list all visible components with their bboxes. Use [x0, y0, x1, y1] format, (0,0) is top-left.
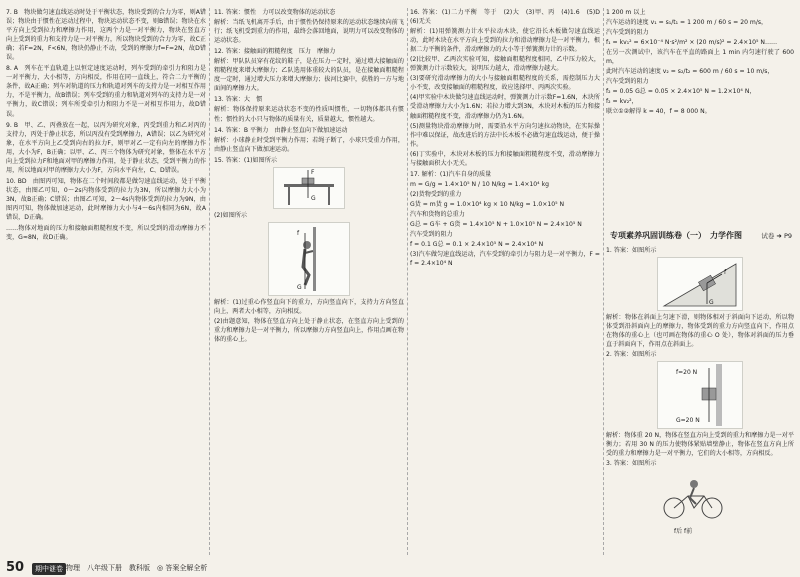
- incline-diagram: [658, 258, 742, 310]
- pole-climber-diagram: [269, 223, 349, 295]
- col4-line: 汽车受到的阻力: [606, 78, 649, 86]
- column-divider: [603, 8, 604, 555]
- explanation-12: 解析：甲队队员穿有花纹的鞋子，是在压力一定时，通过增大接触面的粗糙程度来增大摩擦力；乙队选用体重较大的队员，是在接触面粗糙程度一定时，通过增大压力来增大摩擦力；拔河比赛中，获胜的一方与地面间的摩擦力大。: [214, 58, 404, 93]
- answer-s2: 2. 答案：如图所示: [606, 351, 657, 359]
- answer-10: 10. BD 由图丙可知，物体在二个时间段都是做匀速直线运动，处于平衡状态，由图乙可知，0～2s内物体受到的拉力为3N，所以摩擦力大小为3N，故B正确；C错误；由图乙可知，2～4s内物体受到的拉力为9N，由图丙可知，物体做加速运动，此时摩擦力大小与4～6s内相同为6N，故A错误，D正确。: [6, 177, 206, 222]
- page-footer: [0, 559, 800, 577]
- figure-s2: [657, 361, 743, 429]
- answer-7: 7. B 物块做匀速直线运动时处于平衡状态，物块受到的合力为零，则A错误；物块由于惯性在运动过程中，物块运动状态不变，则B错误；物块在水平方向上受到拉力和摩擦力作用，这两个力是一对平衡力，物块在竖直方向上受到的重力和支持力是一对平衡力，所以物块受到的合力为零，故C正确；若F=2N，F<6N，物块仍静止不动，受到的摩擦力f=F=2N，故D错误。: [6, 9, 206, 62]
- bicycle-icon: [660, 478, 730, 522]
- answer-8: 8. A 列车在平直轨道上以恒定速度运动时，列车受到的牵引力和阻力是一对平衡力，大小相等，方向相反，作用在同一直线上，符合二力平衡的条件，故A正确；列车对轨道的压力和轨道对列车的支持力是一对相互作用力，不是平衡力，故B错误；列车受到的重力和轨道对列车的支持力是一对平衡力，故C错误；列车所受牵引力和阻力不是一对相互作用力，故D错误。: [6, 65, 206, 118]
- explanation-16-5: (5)测量物块滑动摩擦力时，需要沿水平方向匀速拉动物块，在实际操作中难以保证，故改进后的方法中长木板不必做匀速直线运动，便于操作。: [410, 122, 600, 148]
- answer-15: 15. 答案：(1)如图所示: [214, 156, 277, 164]
- step-3: (3)汽车做匀速直线运动，汽车受到的牵引力与阻力是一对平衡力，F = f = 2.4×10⁴ N: [410, 251, 600, 268]
- answer-16: 16. 答案：(1)二力平衡 等于 (2)大 (3)甲、丙 (4)1.6 (5)D (6)无关: [410, 9, 607, 26]
- answer-11: 11. 答案：惯性 力可以改变物体的运动状态: [214, 9, 336, 16]
- section-header: [606, 228, 794, 242]
- series-tag: 期中谜卷: [32, 563, 66, 575]
- answer-13: 13. 答案：大 惯: [214, 96, 263, 104]
- column-4: [606, 8, 794, 118]
- column-3: [410, 8, 607, 269]
- table-force-diagram: [274, 168, 344, 208]
- answer-10-cont: ……物体对地面的压力和接触面粗糙程度不变，所以受到的滑动摩擦力不变，G≈8N，故D正确。: [6, 225, 206, 242]
- formula-resistance: f = 0.1 G总 = 0.1 × 2.4×10⁵ N = 2.4×10⁴ N: [410, 241, 544, 249]
- col4-line: f₂ = 0.05 G总 = 0.05 × 2.4×10⁵ N = 1.2×10⁴ N，: [606, 88, 756, 96]
- col4-line: 汽车受到的阻力: [606, 29, 649, 37]
- footer-subtitle: 物理 八年级下册 教科版 ◎ 答案全解全析: [66, 564, 208, 572]
- column-divider: [209, 8, 210, 555]
- figure-15-2: [268, 222, 350, 296]
- answer-15-2: (2)如图所示: [214, 211, 248, 219]
- bicycle-friction-label: f后 f前: [674, 528, 693, 535]
- bicycle-figure: [660, 478, 730, 535]
- wall-block-diagram: [658, 362, 742, 428]
- step-resistance: 汽车受到的阻力: [410, 231, 453, 239]
- explanation-16-1: 解析：(1)用弹簧测力计水平拉动木块，使它沿长木板做匀速直线运动，此时木块在水平方向上受到的拉力和滑动摩擦力是一对平衡力，根据二力平衡的条件，滑动摩擦力的大小等于弹簧测力计的示数。: [410, 28, 600, 54]
- formula-cargo-weight: G货 = m货 g = 1.0×10⁴ kg × 10 N/kg = 1.0×10⁵ N: [410, 200, 565, 208]
- figure-label: G: [709, 299, 714, 307]
- section-title: 专项素养巩固训练卷（一） 力学作图: [610, 231, 742, 240]
- column-divider: [407, 8, 408, 555]
- figure-label: f: [297, 229, 300, 237]
- column-4-lower: [606, 246, 794, 469]
- explanation-16-4: (4)甲实验中木块做匀速直线运动时，弹簧测力计示数F=1.6N，木块所受滑动摩擦力大小为1.6N；若拉力增大到3N，木块对木板的压力和接触面粗糙程度不变，滑动摩擦力仍为1.6N。: [410, 94, 600, 120]
- col4-line: f₂ = kv₂²，: [606, 98, 638, 106]
- answer-17: 17. 解析：(1)汽车自身的质量: [410, 170, 492, 178]
- step-2: (2)货物受到的重力: [410, 190, 462, 198]
- figure-label: G: [297, 283, 302, 291]
- col4-line: 此时汽车运动的速度 v₂ = s₂/t₂ = 600 m / 60 s = 10 m/s，: [606, 68, 774, 76]
- formula-total-weight: G总 = G车 + G货 = 1.4×10⁵ N + 1.0×10⁵ N = 2.4×10⁵ N: [410, 221, 582, 229]
- figure-s1: [657, 257, 743, 311]
- page-number: 50: [6, 560, 25, 575]
- explanation-16-2: (2)比较甲、乙两次实验可知，接触面粗糙程度相同，乙中压力较大，弹簧测力计示数较大，说明压力越大，滑动摩擦力越大。: [410, 56, 600, 73]
- answer-9: 9. B 甲、乙、丙叠放在一起，以丙为研究对象，丙受到重力和乙对丙的支持力，丙处于静止状态，所以丙没有受到摩擦力，A错误；以乙为研究对象，在水平方向上乙受到向右的拉力F，则甲对乙一定有向左的摩擦力作用，大小为F，B正确；以甲、乙、丙三个物体为研究对象，整体在水平方向上受到拉力F和地面对甲的摩擦力作用，处于静止状态，受到平衡力的作用，所以地面对甲的摩擦力大小为F，方向水平向左，C、D错误。: [6, 121, 206, 174]
- figure-label: F: [311, 168, 315, 176]
- figure-label: f=20 N: [676, 369, 698, 377]
- formula-mass: m = G/g = 1.4×10⁵ N / 10 N/kg = 1.4×10⁴ kg: [410, 180, 549, 188]
- explanation-15-1: 解析：(1)过重心作竖直向下的重力，方向竖直向下，支持力方向竖直向上，两者大小相等，方向相反。: [214, 298, 404, 315]
- col4-line: 联立①②解得 k = 40，f = 8 000 N。: [606, 108, 711, 116]
- column-1: [6, 8, 206, 244]
- explanation-13: 解析：物体保持原来运动状态不变的性质叫惯性，一切物体都具有惯性；惯性的大小只与物体的质量有关，质量越大，惯性越大。: [214, 106, 404, 123]
- explanation-11: 解析：当纸飞机离开手后，由于惯性仍保持原来的运动状态继续向前飞行；纸飞机受到重力的作用，最终会落回地面，说明力可以改变物体的运动状态。: [214, 19, 404, 45]
- answer-s3: 3. 答案：如图所示: [606, 460, 657, 468]
- answer-s1: 1. 答案：如图所示: [606, 247, 657, 254]
- figure-label: f: [724, 269, 727, 277]
- col4-line: f₁ = kv₁² = 6×10⁻⁴ N·s²/m² × (20 m/s)² = 2.4×10⁵ N……: [606, 39, 778, 47]
- col4-line: 1 200 m 以上: [606, 9, 646, 16]
- explanation-s2: 解析：物体重 20 N，物体在竖直方向上受到的重力和摩擦力是一对平衡力；若用 30 N 的压力使物体紧贴墙壁静止，物体在竖直方向上所受的重力和摩擦力是一对平衡力，它们的大小相等，方向相反。: [606, 432, 794, 458]
- section-page-ref: 试卷 ➜ P9: [761, 232, 792, 240]
- answer-14: 14. 答案：B 平衡力 由静止竖直向下做加速运动: [214, 126, 348, 134]
- column-2: [214, 8, 404, 345]
- figure-label: G=20 N: [676, 417, 700, 425]
- figure-15-1: [273, 167, 345, 209]
- col4-line: 汽车运动的速度 v₁ = s₁/t₁ = 1 200 m / 60 s = 20 m/s，: [606, 19, 768, 27]
- explanation-15-2: (2)由题意知，物体在竖直方向上处于静止状态，在竖直方向上受到的重力和摩擦力是一对平衡力，所以摩擦力方向竖直向上，作用点画在物体的重心上。: [214, 317, 404, 343]
- explanation-s1: 解析：物体在斜面上匀速下滑，则物体相对于斜面向下运动，所以物体受到沿斜面向上的摩擦力，物体受到的重力方向竖直向下，作用点在物体的重心上（也可画在物体的重心 O 处），物体对斜面的压力垂直于斜面向下，作用点在斜面上。: [606, 314, 794, 349]
- step-total: 汽车和货物的总重力: [410, 210, 465, 218]
- col4-line: 在另一次测试中，该汽车在平直的路面上 1 min 内匀速行驶了 600 m，: [606, 49, 794, 66]
- figure-label: G: [311, 194, 316, 202]
- answer-12: 12. 答案：接触面的粗糙程度 压力 摩擦力: [214, 48, 336, 56]
- explanation-14: 解析：小球静止时受到平衡力作用；若绳子断了，小球只受重力作用，由静止竖直向下做加速运动。: [214, 136, 404, 153]
- explanation-16-3: (3)要研究滑动摩擦力的大小与接触面粗糙程度的关系，需控制压力大小不变，改变接触面的粗糙程度，故应选择甲、丙两次实验。: [410, 75, 600, 92]
- explanation-16-6: (6)丁实验中，木块对木板的压力和接触面粗糙程度不变，滑动摩擦力与接触面积大小无关。: [410, 150, 600, 167]
